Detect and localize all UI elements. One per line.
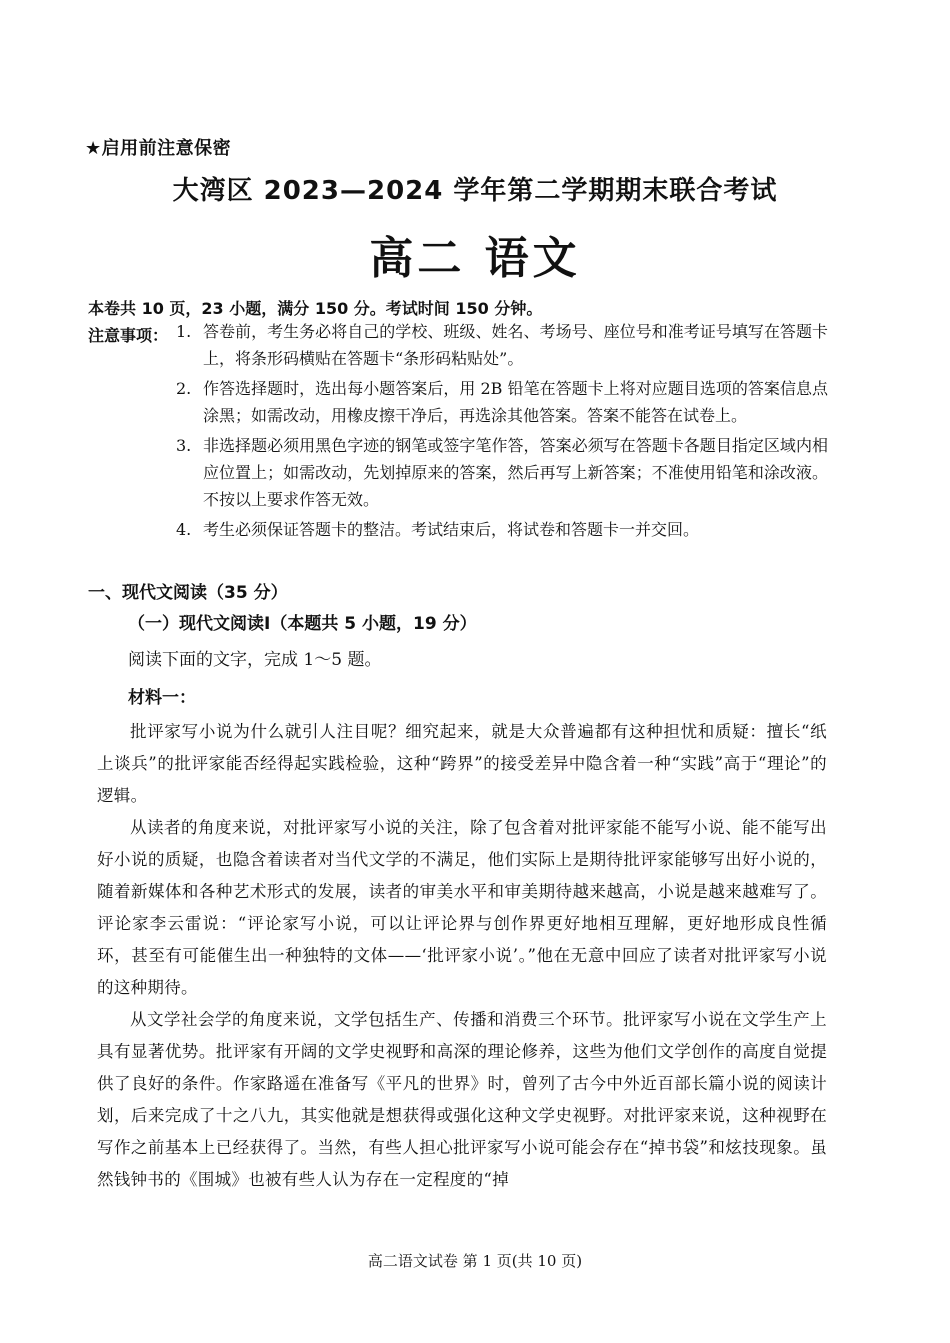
- passage-paragraph: 从文学社会学的角度来说，文学包括生产、传播和消费三个环节。批评家写小说在文学生产上具有显著优势。批评家有开阔的文学史视野和高深的理论修养，这些为他们文学创作的高度自觉提供了良好的条件。作家路遥在准备写《平凡的世界》时，曾列了古今中外近百部长篇小说的阅读计划，后来完成了十之八九，其实他就是想获得或强化这种文学史视野。对批评家来说，这种视野在写作之前基本上已经获得了。当然，有些人担心批评家写小说可能会存在“掉书袋”和炫技现象。虽然钱钟书的《围城》也被有些人认为存在一定程度的“掉: [97, 1010, 827, 1189]
- notice-item-number: 4.: [176, 520, 192, 539]
- notice-item-text: 考生必须保证答题卡的整洁。考试结束后，将试卷和答题卡一并交回。: [203, 520, 700, 539]
- exam-subtitle: 高二 语文: [369, 233, 581, 284]
- notice-item-text: 非选择题必须用黑色字迹的钢笔或签字笔作答，答案必须写在答题卡各题目指定区域内相应位置上；如需改动，先划掉原来的答案，然后再写上新答案；不准使用铅笔和涂改液。不按以上要求作答无效。: [203, 436, 828, 509]
- material-label: 材料一：: [128, 688, 196, 708]
- confidential-notice: ★启用前注意保密: [85, 138, 232, 159]
- notice-list: [176, 318, 828, 546]
- notice-item: [176, 318, 828, 372]
- page-footer: 高二语文试卷 第 1 页(共 10 页): [367, 1252, 583, 1270]
- exam-info: 本卷共 10 页，23 小题，满分 150 分。考试时间 150 分钟。: [88, 299, 543, 318]
- exam-title: 大湾区 2023—2024 学年第二学期期末联合考试: [172, 176, 778, 206]
- notice-item-number: 2.: [176, 379, 192, 398]
- notice-label: 注意事项：: [88, 326, 169, 345]
- notice-item-number: 3.: [176, 436, 192, 455]
- notice-item-number: 1.: [176, 322, 192, 341]
- subsection-heading: （一）现代文阅读Ⅰ（本题共 5 小题，19 分）: [128, 614, 477, 634]
- notice-item-text: 答卷前，考生务必将自己的学校、班级、姓名、考场号、座位号和准考证号填写在答题卡上，将条形码横贴在答题卡“条形码粘贴处”。: [203, 322, 828, 368]
- notice-item: [176, 516, 828, 543]
- reading-instruction: 阅读下面的文字，完成 1～5 题。: [128, 650, 382, 670]
- notice-item: [176, 432, 828, 513]
- notice-item-text: 作答选择题时，选出每小题答案后，用 2B 铅笔在答题卡上将对应题目选项的答案信息点涂黑；如需改动，用橡皮擦干净后，再选涂其他答案。答案不能答在试卷上。: [203, 379, 828, 425]
- passage-paragraph: 从读者的角度来说，对批评家写小说的关注，除了包含着对批评家能不能写小说、能不能写出好小说的质疑，也隐含着读者对当代文学的不满足，他们实际上是期待批评家能够写出好小说的，随着新媒体和各种艺术形式的发展，读者的审美水平和审美期待越来越高，小说是越来越难写了。评论家李云雷说：“评论家写小说，可以让评论界与创作界更好地相互理解，更好地形成良性循环，甚至有可能催生出一种独特的文体——‘批评家小说’。”他在无意中回应了读者对批评家写小说的这种期待。: [97, 818, 827, 997]
- reading-passage: [97, 716, 827, 1196]
- section-heading: 一、现代文阅读（35 分）: [88, 583, 288, 603]
- passage-paragraph: 批评家写小说为什么就引人注目呢？细究起来，就是大众普遍都有这种担忧和质疑：擅长“纸上谈兵”的批评家能否经得起实践检验，这种“跨界”的接受差异中隐含着一种“实践”高于“理论”的逻辑。: [97, 722, 827, 805]
- notice-item: [176, 375, 828, 429]
